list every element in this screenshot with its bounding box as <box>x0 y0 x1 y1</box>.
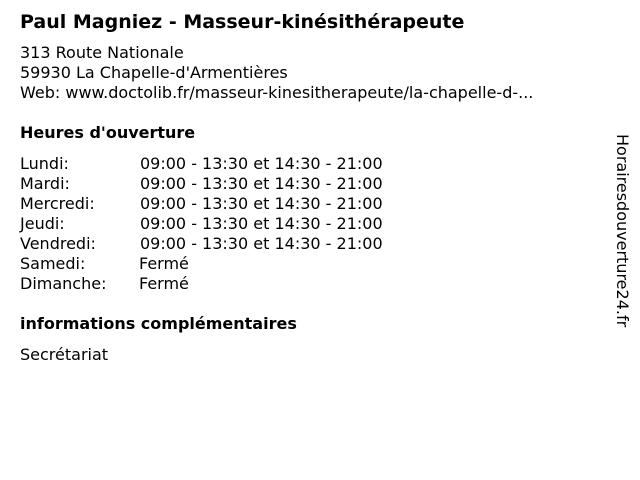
day-hours: 09:00 - 13:30 et 14:30 - 21:00 <box>140 194 383 213</box>
hours-row-thursday <box>20 214 520 234</box>
address-line-2: 59930 La Chapelle-d'Armentières <box>20 63 288 82</box>
business-name: Paul Magniez - Masseur-kinésithérapeute <box>20 11 465 33</box>
site-watermark: Horairesdouverture24.fr <box>613 134 632 328</box>
additional-info-text: Secrétariat <box>20 345 109 364</box>
day-label: Samedi: <box>20 254 86 273</box>
day-label: Mardi: <box>20 174 70 193</box>
day-hours: Fermé <box>139 274 189 293</box>
day-hours: 09:00 - 13:30 et 14:30 - 21:00 <box>140 174 383 193</box>
day-hours: 09:00 - 13:30 et 14:30 - 21:00 <box>140 234 383 253</box>
address-line-1: 313 Route Nationale <box>20 43 184 62</box>
day-label: Jeudi: <box>20 214 65 233</box>
hours-row-wednesday <box>20 194 520 214</box>
day-label: Dimanche: <box>20 274 107 293</box>
hours-row-monday <box>20 154 520 174</box>
additional-info-heading: informations complémentaires <box>20 314 297 333</box>
day-label: Vendredi: <box>20 234 96 253</box>
day-label: Lundi: <box>20 154 69 173</box>
hours-row-sunday <box>20 274 520 294</box>
hours-row-tuesday <box>20 174 520 194</box>
hours-row-friday <box>20 234 520 254</box>
day-hours: 09:00 - 13:30 et 14:30 - 21:00 <box>140 214 383 233</box>
opening-hours-heading: Heures d'ouverture <box>20 123 196 142</box>
website-link[interactable]: Web: www.doctolib.fr/masseur-kinesitherapeute/la-chapelle-d-... <box>20 83 534 102</box>
day-hours: 09:00 - 13:30 et 14:30 - 21:00 <box>140 154 383 173</box>
hours-row-saturday <box>20 254 520 274</box>
day-label: Mercredi: <box>20 194 95 213</box>
day-hours: Fermé <box>139 254 189 273</box>
